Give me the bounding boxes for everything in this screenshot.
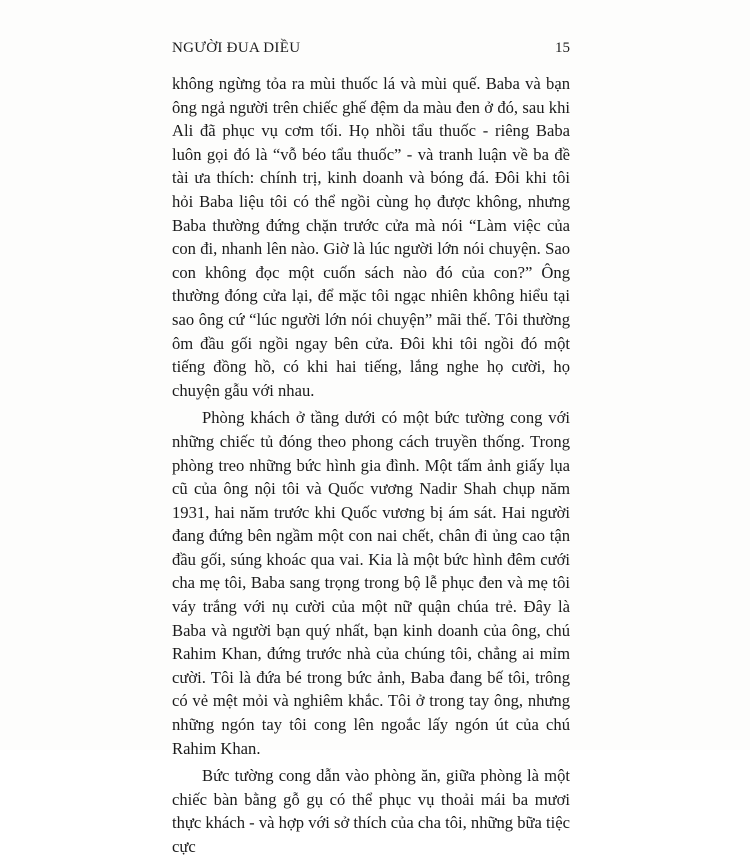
body-text — [172, 72, 570, 859]
page-number: 15 — [555, 40, 570, 56]
paragraph-continued: không ngừng tỏa ra mùi thuốc lá và mùi quế. Baba và bạn ông ngả người trên chiếc ghế đệm da màu đen ở đó, sau khi Ali đã phục vụ cơm tối. Họ nhồi tẩu thuốc - riêng Baba luôn gọi đó là “vỗ béo tẩu thuốc” - và tranh luận về ba đề tài ưa thích: chính trị, kinh doanh và bóng đá. Đôi khi tôi hỏi Baba liệu tôi có thể ngồi cùng họ được không, nhưng Baba thường đứng chặn trước cửa mà nói “Làm việc của con đi, nhanh lên nào. Giờ là lúc người lớn nói chuyện. Sao con không đọc một cuốn sách nào đó của con?” Ông thường đóng cửa lại, để mặc tôi ngạc nhiên không hiểu tại sao ông cứ “lúc người lớn nói chuyện” mãi thế. Tôi thường ôm đầu gối ngồi ngay bên cửa. Đôi khi tôi ngồi đó một tiếng đồng hồ, có khi hai tiếng, lắng nghe họ cười, họ chuyện gẫu với nhau. — [172, 74, 570, 400]
paragraph-dining-room: Bức tường cong dẫn vào phòng ăn, giữa phòng là một chiếc bàn bằng gỗ gụ có thể phục vụ thoải mái ba mươi thực khách - và hợp với sở thích của cha tôi, những bữa tiệc cực — [172, 766, 570, 856]
running-title: NGƯỜI ĐUA DIỀU — [172, 40, 301, 56]
paragraph-living-room: Phòng khách ở tầng dưới có một bức tường cong với những chiếc tủ đóng theo phong cách truyền thống. Trong phòng treo những bức hình gia đình. Một tấm ảnh giấy lụa cũ của ông nội tôi và Quốc vương Nadir Shah chụp năm 1931, hai năm trước khi Quốc vương bị ám sát. Hai người đang đứng bên ngầm một con nai chết, chân đi ủng cao tận đầu gối, súng khoác qua vai. Kia là một bức hình đêm cưới cha mẹ tôi, Baba sang trọng trong bộ lễ phục đen và mẹ tôi váy trắng với nụ cười của một nữ quận chúa trẻ. Đây là Baba và người bạn quý nhất, bạn kinh doanh của ông, chú Rahim Khan, đứng trước nhà của chúng tôi, chẳng ai mỉm cười. Tôi là đứa bé trong bức ảnh, Baba đang bế tôi, trông có vẻ mệt mỏi và nghiêm khắc. Tôi ở trong tay ông, nhưng những ngón tay tôi cong lên ngoắc lấy ngón út của chú Rahim Khan. — [172, 408, 570, 758]
